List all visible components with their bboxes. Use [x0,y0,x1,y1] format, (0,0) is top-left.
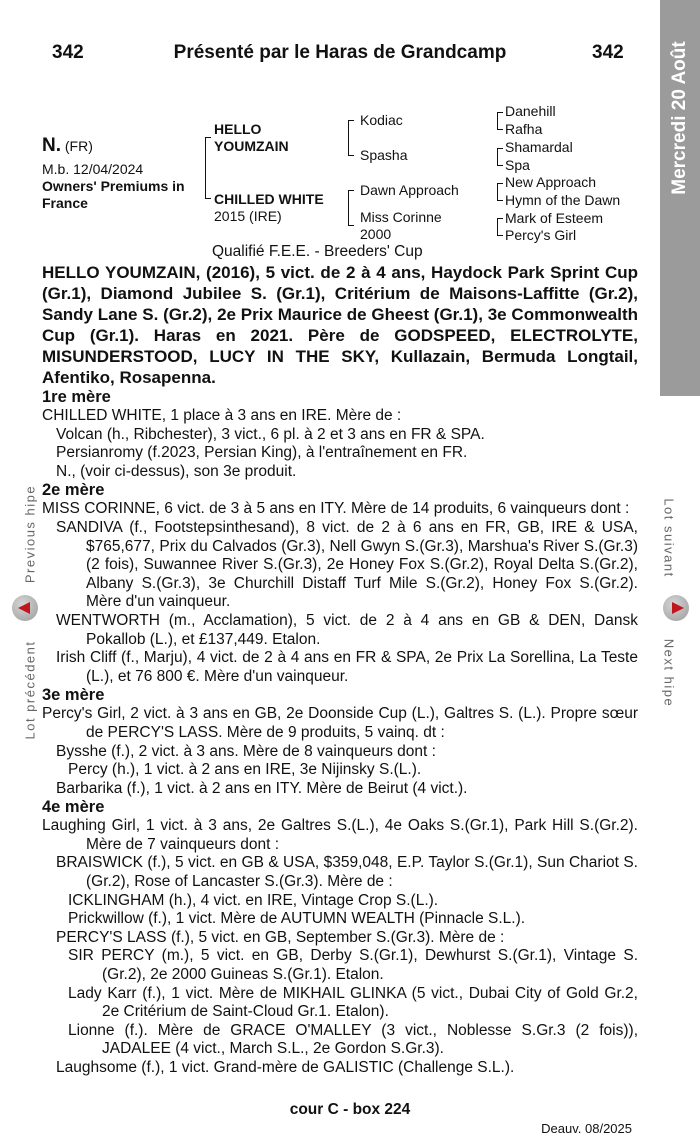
dam3-intro: Percy's Girl, 2 vict. à 3 ans en GB, 2e Doonside Cup (L.), Galtres S. (L.). Propre sœur de PERCY'S LASS. Mère de 9 produits, 5 vainq. dt : [42,705,638,741]
qualification-note: Qualifié F.E.E. - Breeders' Cup [212,243,423,260]
produce-entry: Persianromy (f.2023, Persian King), à l'entraînement en FR. [56,444,468,462]
stallion-note: HELLO YOUMZAIN, (2016), 5 vict. de 2 à 4 ans, Haydock Park Sprint Cup (Gr.1), Diamond Jubilee S. (Gr.1), Critérium de Maisons-Laffitte (Gr.2), Sandy Lane S. (Gr.2), 2e Prix Maurice de Gheest (Gr.1), 3e Commonwealth Cup (Gr.1). Haras en 2021. Père de GODSPEED, ELECTROLYTE, MISUNDERSTOOD, LUCY IN THE SKY, Kullazain, Bermuda Longtail, Afentiko, Rosapenna. [42,263,638,387]
previous-hipe-label[interactable]: Previous hipe [22,484,38,584]
produce-entry: Bysshe (f.), 2 vict. à 3 ans. Mère de 8 vainqueurs dont : [56,742,436,760]
page-title: Présenté par le Haras de Grandcamp [173,42,507,63]
pedigree-bracket [497,218,503,236]
horse-details: M.b. 12/04/2024 [42,161,144,177]
section-heading-fourth-dam: 4e mère [42,798,105,817]
section-heading-first-dam: 1re mère [42,388,111,406]
pedigree-bracket [348,120,354,156]
pedigree-great-grandparent: Spa [505,157,530,173]
produce-entry: BRAISWICK (f.), 5 vict. en GB & USA, $359,048, E.P. Taylor S.(Gr.1), Sun Chariot S.(Gr.2), Rose of Lancaster S.(Gr.3). Mère de : [56,854,638,891]
section-heading-second-dam: 2e mère [42,481,105,500]
pedigree-great-grandparent: Danehill [505,103,556,119]
produce-entry: PERCY'S LASS (f.), 5 vict. en GB, September S.(Gr.3). Mère de : [56,928,505,946]
produce-entry: SANDIVA (f., Footstepsinthesand), 8 vict. de 2 à 6 ans en FR, GB, IRE & USA, $765,677, Prix du Calvados (Gr.3), Nell Gwyn S.(Gr.3), Marshua's River S.(Gr.3) (2 fois), Suwannee River S.(Gr.3), 2e Honey Fox S.(Gr.2), Royal Delta S.(Gr.2), Albany S.(Gr.3), 3e Churchill Distaff Turf Mile S.(Gr.2), Honey Fox S.(Gr.2). Mère d'un vainqueur. [56,518,638,611]
next-hipe-label[interactable]: Next hipe [661,638,677,708]
next-lot-button[interactable] [663,595,689,621]
pedigree-grandparent: Miss Corinne 2000 [360,209,442,242]
produce-entry: Lionne (f.). Mère de GRACE O'MALLEY (3 vict., Noblesse S.Gr.3 (2 fois)), JADALEE (4 vict., March S.L., 2e Gordon S.Gr.3). [68,1021,638,1058]
pedigree-great-grandparent: Hymn of the Dawn [505,192,621,208]
pedigree-grandparent: Spasha [360,147,408,163]
pedigree-bracket [497,112,503,130]
section-heading-third-dam: 3e mère [42,686,105,705]
produce-entry: Irish Cliff (f., Marju), 4 vict. de 2 à 4 ans en FR & SPA, 2e Prix La Sorellina, La Teste (L.), et 76 800 €. Mère d'un vainqueur. [56,649,638,685]
produce-entry: N., (voir ci-dessus), son 3e produit. [56,462,297,480]
catalogue-code: Deauv. 08/2025 [541,1121,632,1136]
pedigree-great-grandparent: New Approach [505,174,597,190]
produce-entry: SIR PERCY (m.), 5 vict. en GB, Derby S.(Gr.1), Dewhurst S.(Gr.1), Vintage S.(Gr.2), 2e 2000 Guineas S.(Gr.1). Etalon. [68,947,638,984]
pedigree-dam: CHILLED WHITE [214,191,324,207]
pedigree-great-grandparent: Shamardal [505,139,573,155]
date-side-tab [660,0,700,396]
produce-entry: Percy (h.), 1 vict. à 2 ans en IRE, 3e Nijinsky S.(L.). [68,761,422,779]
pedigree-great-grandparent: Percy's Girl [505,227,577,243]
horse-identity [42,137,93,155]
owners-premiums: Owners' Premiums in France [42,178,185,211]
pedigree-bracket [348,190,354,226]
pedigree-grandparent: Dawn Approach [360,182,459,198]
pedigree-sire: HELLO YOUMZAIN [214,121,289,154]
dam2-intro: MISS CORINNE, 6 vict. de 3 à 5 ans en ITY. Mère de 14 produits, 6 vainqueurs dont : [42,500,630,518]
arrow-left-icon [18,602,30,614]
next-lot-label[interactable]: Lot suivant [661,498,677,578]
produce-entry: Prickwillow (f.), 1 vict. Mère de AUTUMN WEALTH (Pinnacle S.L.). [68,910,526,928]
produce-entry: Laughsome (f.), 1 vict. Grand-mère de GALISTIC (Challenge S.L.). [56,1059,515,1076]
pedigree-bracket [205,137,211,199]
stable-location: cour C - box 224 [289,1101,411,1118]
pedigree-grandparent: Kodiac [360,112,403,128]
previous-lot-button[interactable] [12,595,38,621]
produce-entry: Volcan (h., Ribchester), 3 vict., 6 pl. à 2 et 3 ans en FR & SPA. [56,425,485,443]
horse-name: N. [42,135,61,156]
pedigree-bracket [497,148,503,166]
produce-entry: Lady Karr (f.), 1 vict. Mère de MIKHAIL GLINKA (5 vict., Dubai City of Gold Gr.2, 2e Critérium de Saint-Cloud Gr.1. Etalon). [68,984,638,1021]
pedigree-dam-info: 2015 (IRE) [214,208,282,224]
date-label: Mercredi 20 Août [669,41,690,195]
pedigree-great-grandparent: Rafha [505,121,543,137]
produce-entry: Barbarika (f.), 1 vict. à 2 ans en ITY. Mère de Beirut (4 vict.). [56,779,468,797]
dam4-intro: Laughing Girl, 1 vict. à 3 ans, 2e Galtres S.(L.), 4e Oaks S.(Gr.1), Park Hill S.(Gr.2). Mère de 7 vainqueurs dont : [42,817,638,853]
arrow-right-icon [672,602,684,614]
produce-entry: ICKLINGHAM (h.), 4 vict. en IRE, Vintage Crop S.(L.). [68,891,439,909]
lot-number-left: 342 [52,42,84,63]
produce-entry: WENTWORTH (m., Acclamation), 5 vict. de 2 à 4 ans en GB & DEN, Dansk Pokallob (L.), et £137,449. Etalon. [56,611,638,648]
lot-number-right: 342 [592,42,624,63]
previous-lot-label[interactable]: Lot précédent [22,640,38,740]
dam1-intro: CHILLED WHITE, 1 place à 3 ans en IRE. Mère de : [42,407,402,424]
pedigree-bracket [497,183,503,201]
pedigree-great-grandparent: Mark of Esteem [505,210,604,226]
horse-country: (FR) [64,138,93,154]
catalogue-entry [42,262,638,1078]
